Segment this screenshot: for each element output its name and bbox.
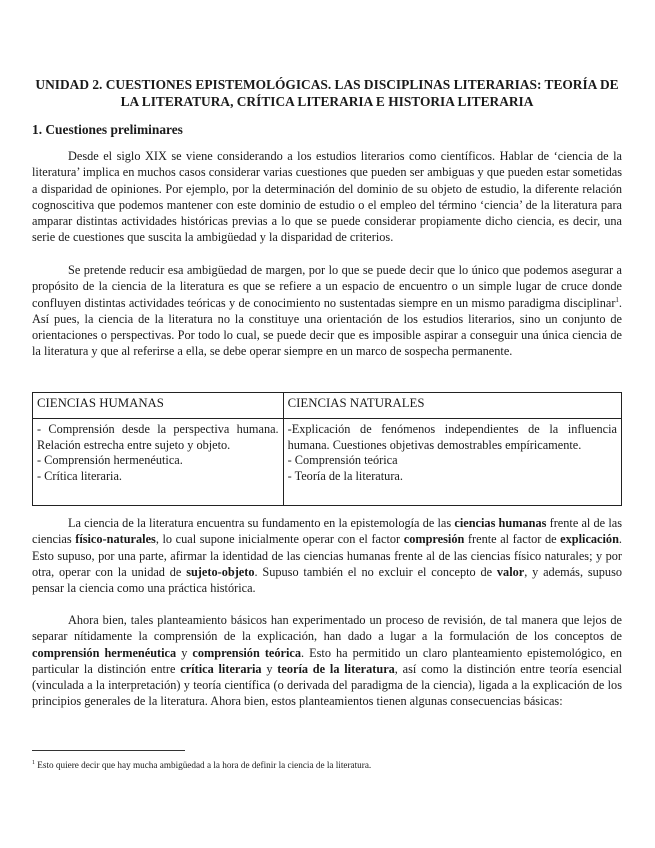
- header-ciencias-humanas: CIENCIAS HUMANAS: [33, 393, 284, 419]
- text-run: Ahora bien, tales planteamiento básicos han experimentado un proceso de revisión, de tal manera que lejos de separar nítidamente la comprensión de la explicación, han dado a lugar a la formulación de los conceptos de: [32, 613, 622, 644]
- paragraph-intro: Desde el siglo XIX se viene considerando a los estudios literarios como científicos. Hablar de ‘ciencia de la literatura’ implica en muchos casos considerar varias cuestiones que pueden ser ambiguas y que pueden estar sometidas a disparidad de opiniones. Por ejemplo, por la determinación del dominio de su objeto de estudio, la diferente relación cognoscitiva que podemos mantener con este dominio de estudio o el empleo del término ‘ciencia’ de la literatura para amparar distintas actividades históricas previas a lo que se puede considerar propiamente dicho ciencia, es decir, una serie de cuestiones que suscita la ambigüedad y la disparidad de criterios.: [32, 149, 622, 245]
- bold-term: comprensión teórica: [192, 645, 302, 660]
- section-heading: 1. Cuestiones preliminares: [32, 122, 183, 137]
- bold-term: físico-naturales: [75, 532, 156, 547]
- paragraph-ambiguity-text-b: . Así pues, la ciencia de la literatura no la constituye una orientación de los estudios literarios, sino un conjunto de orientaciones o perspectivas. Por todo lo cual, se puede decir que es imposible aspirar a conseguir una única ciencia de la literatura y que al referirse a ella, se debe operar siempre en un marco de sospecha permanente.: [32, 295, 622, 359]
- text-run: , así como la distinción entre teoría esencial (vinculada a la interpretación) y teoría científica (o derivada del paradigma de la ciencia), ligada a la explicación de los principios generales de la literatura. Ahora bien, estos planteamientos tienen algunas consecuencias básicas:: [32, 661, 622, 709]
- bold-term: compresión: [403, 532, 465, 547]
- bold-term: teoría de la literatura: [277, 661, 395, 676]
- bold-term: sujeto-objeto: [186, 564, 255, 579]
- bold-term: crítica literaria: [180, 661, 262, 676]
- text-run: La ciencia de la literatura encuentra su fundamento en la epistemología de las: [68, 516, 455, 530]
- list-item: - Comprensión teórica: [287, 453, 398, 467]
- footnote: [32, 760, 371, 770]
- list-item: - Teoría de la literatura.: [287, 468, 403, 483]
- footnote-marker: 1: [32, 759, 35, 766]
- paragraph-revision: [32, 612, 622, 710]
- paragraph-ambiguity: [32, 262, 622, 360]
- list-item: - Crítica literaria.: [37, 468, 123, 483]
- text-run: . Supuso también el no excluir el concepto de: [254, 564, 497, 579]
- text-run: , lo cual supone inicialmente operar con el factor: [155, 532, 404, 547]
- text-run: frente al de las ciencias: [32, 516, 623, 547]
- text-run: . Esto ha permitido un claro planteamiento epistemológico, en particular la distinción entre: [32, 645, 622, 676]
- comparison-table: [32, 392, 622, 506]
- list-item: - Comprensión hermenéutica.: [37, 453, 183, 467]
- text-run: y: [261, 661, 278, 676]
- text-run: . Esto supuso, por una parte, afirmar la identidad de las ciencias humanas frente al de las ciencias físico naturales; y por otra, operar con la unidad de: [32, 532, 622, 579]
- table-header-row: [33, 393, 622, 419]
- bold-term: explicación: [560, 532, 619, 547]
- header-ciencias-naturales: CIENCIAS NATURALES: [283, 393, 621, 419]
- text-run: , y además, supuso pensar la ciencia como una práctica histórica.: [32, 564, 623, 596]
- paragraph-ambiguity-text-a: Se pretende reducir esa ambigüedad de margen, por lo que se puede decir que lo único que podemos asegurar a propósito de la ciencia de la literatura es que se refiere a un espacio de encuentro o un simple lugar de cruce donde confluyen distintas actividades teóricas y de conocimiento no sustentadas siempre en un mismo paradigma disciplinar: [32, 263, 622, 310]
- list-item: - Comprensión desde la perspectiva humana. Relación estrecha entre sujeto y objeto.: [37, 422, 279, 452]
- text-run: y: [176, 645, 193, 660]
- footnote-text: Esto quiere decir que hay mucha ambigüedad a la hora de definir la ciencia de la literatura.: [35, 760, 372, 770]
- list-item: -Explicación de fenómenos independientes de la influencia humana. Cuestiones objetivas demostrables empíricamente.: [287, 422, 617, 452]
- footnote-divider: [32, 750, 185, 751]
- table-row: [33, 419, 622, 506]
- bold-term: valor: [496, 564, 525, 579]
- page-title: UNIDAD 2. CUESTIONES EPISTEMOLÓGICAS. LAS DISCIPLINAS LITERARIAS: TEORÍA DE LA LITERATURA, CRÍTICA LITERARIA E HISTORIA LITERARIA: [35, 77, 619, 109]
- cell-ciencias-naturales: [283, 419, 621, 506]
- cell-ciencias-humanas: [33, 419, 284, 506]
- footnote-reference[interactable]: 1: [615, 295, 619, 304]
- bold-term: ciencias humanas: [454, 516, 547, 530]
- text-run: frente al factor de: [464, 532, 561, 547]
- paragraph-foundation: [32, 515, 622, 596]
- bold-term: comprensión hermenéutica: [32, 645, 177, 660]
